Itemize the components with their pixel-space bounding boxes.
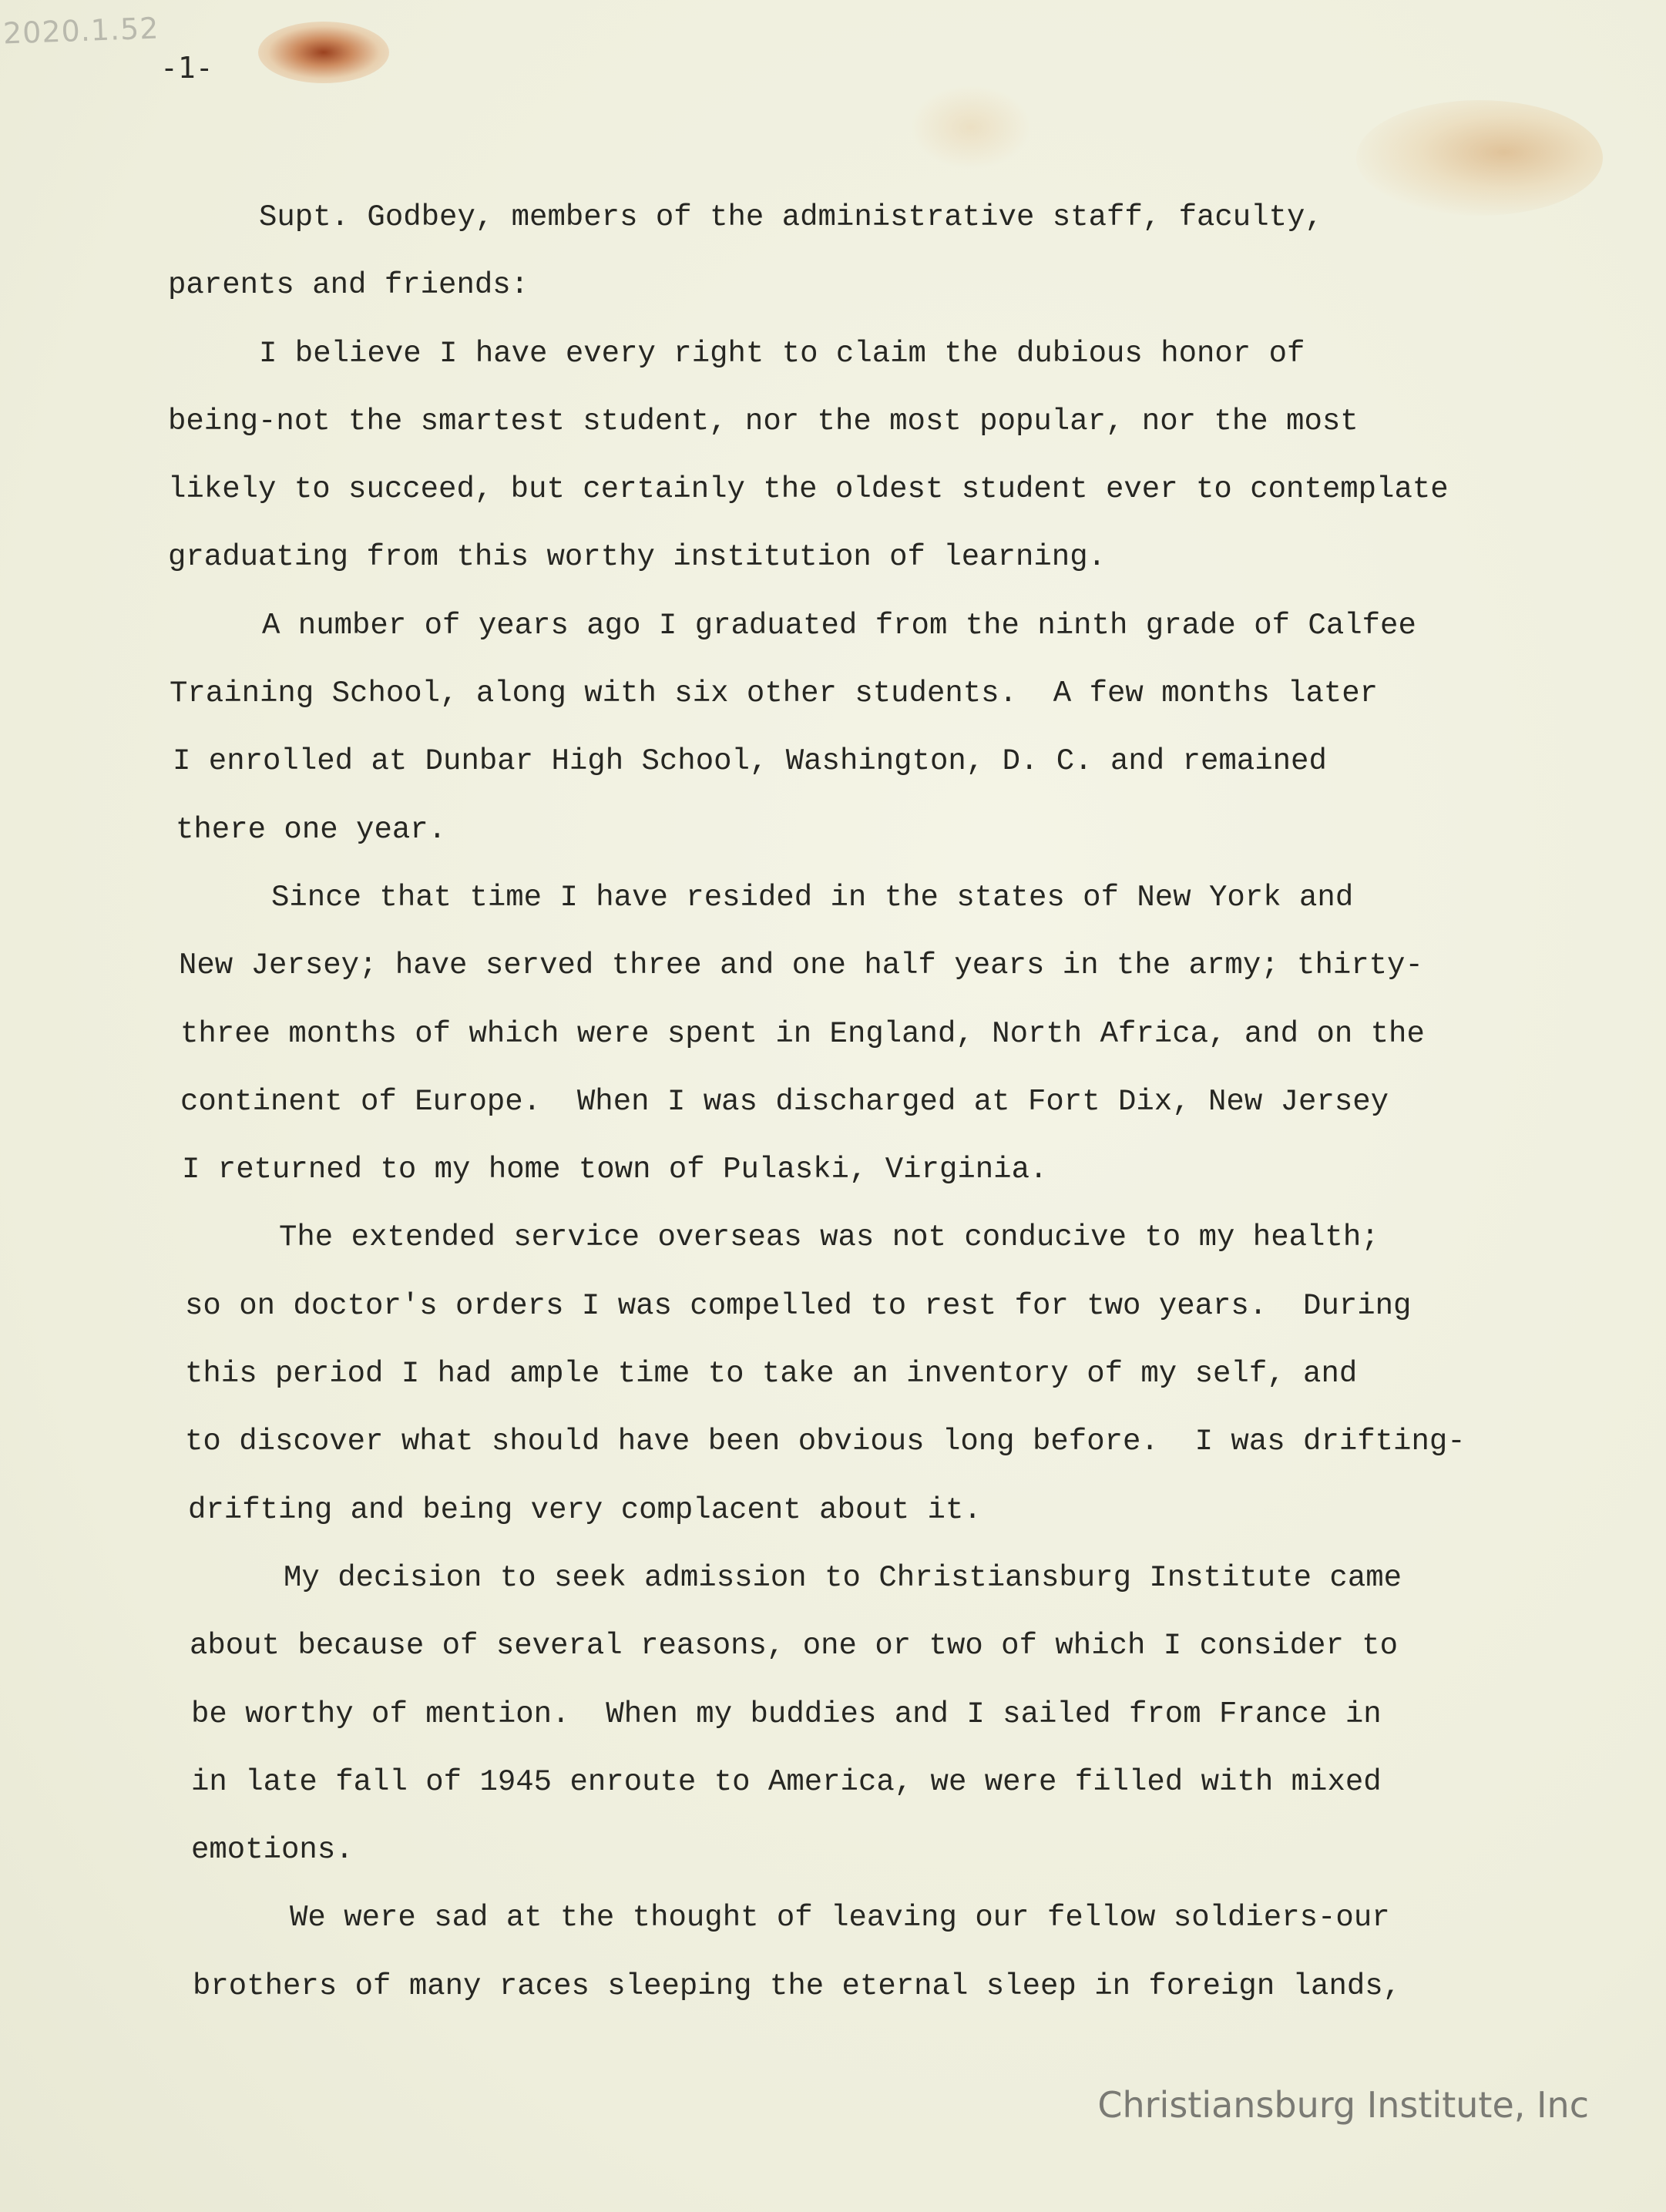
text-line: likely to succeed, but certainly the oldest student ever to contemplate — [168, 472, 1449, 507]
faint-stain — [909, 85, 1033, 170]
text-line: I enrolled at Dunbar High School, Washington, D. C. and remained — [173, 744, 1327, 779]
accession-number: 2020.1.52 — [2, 11, 160, 51]
text-line: so on doctor's orders I was compelled to rest for two years. During — [185, 1288, 1412, 1323]
archive-watermark: Christiansburg Institute, Inc — [1097, 2084, 1589, 2126]
text-line: this period I had ample time to take an inventory of my self, and — [185, 1357, 1358, 1391]
text-line: I returned to my home town of Pulaski, Virginia. — [182, 1153, 1048, 1187]
text-line: there one year. — [176, 812, 447, 847]
text-line: to discover what should have been obvious long before. I was drifting- — [185, 1425, 1466, 1459]
text-line: about because of several reasons, one or two of which I consider to — [190, 1629, 1399, 1663]
text-line: be worthy of mention. When my buddies and I sailed from France in — [191, 1697, 1382, 1731]
text-line: Training School, along with six other students. A few months later — [170, 676, 1379, 711]
text-line: A number of years ago I graduated from the ninth grade of Calfee — [262, 608, 1416, 643]
text-line: The extended service overseas was not conducive to my health; — [279, 1220, 1379, 1255]
text-line: emotions. — [191, 1833, 354, 1868]
typed-speech-text — [168, 183, 1632, 2020]
text-line: Since that time I have resided in the states of New York and — [271, 880, 1354, 915]
text-line: continent of Europe. When I was discharged at Fort Dix, New Jersey — [180, 1084, 1389, 1119]
text-line: in late fall of 1945 enroute to America, we were filled with mixed — [191, 1764, 1382, 1799]
text-line: We were sad at the thought of leaving our fellow soldiers-our — [290, 1901, 1390, 1935]
text-line: New Jersey; have served three and one half years in the army; thirty- — [179, 948, 1423, 983]
text-line: graduating from this worthy institution of learning. — [168, 540, 1106, 575]
text-line: brothers of many races sleeping the eternal sleep in foreign lands, — [193, 1969, 1402, 2003]
page-number: -1- — [160, 51, 213, 85]
text-line: My decision to seek admission to Christiansburg Institute came — [284, 1560, 1402, 1595]
text-line: parents and friends: — [168, 268, 529, 303]
text-line: I believe I have every right to claim the dubious honor of — [259, 336, 1305, 371]
text-line: being-not the smartest student, nor the most popular, nor the most — [168, 404, 1359, 438]
text-line: drifting and being very complacent about it. — [188, 1492, 982, 1527]
rust-stain — [258, 22, 389, 83]
text-line: Supt. Godbey, members of the administrative staff, faculty, — [259, 200, 1323, 234]
text-line: three months of which were spent in England, North Africa, and on the — [180, 1016, 1425, 1051]
